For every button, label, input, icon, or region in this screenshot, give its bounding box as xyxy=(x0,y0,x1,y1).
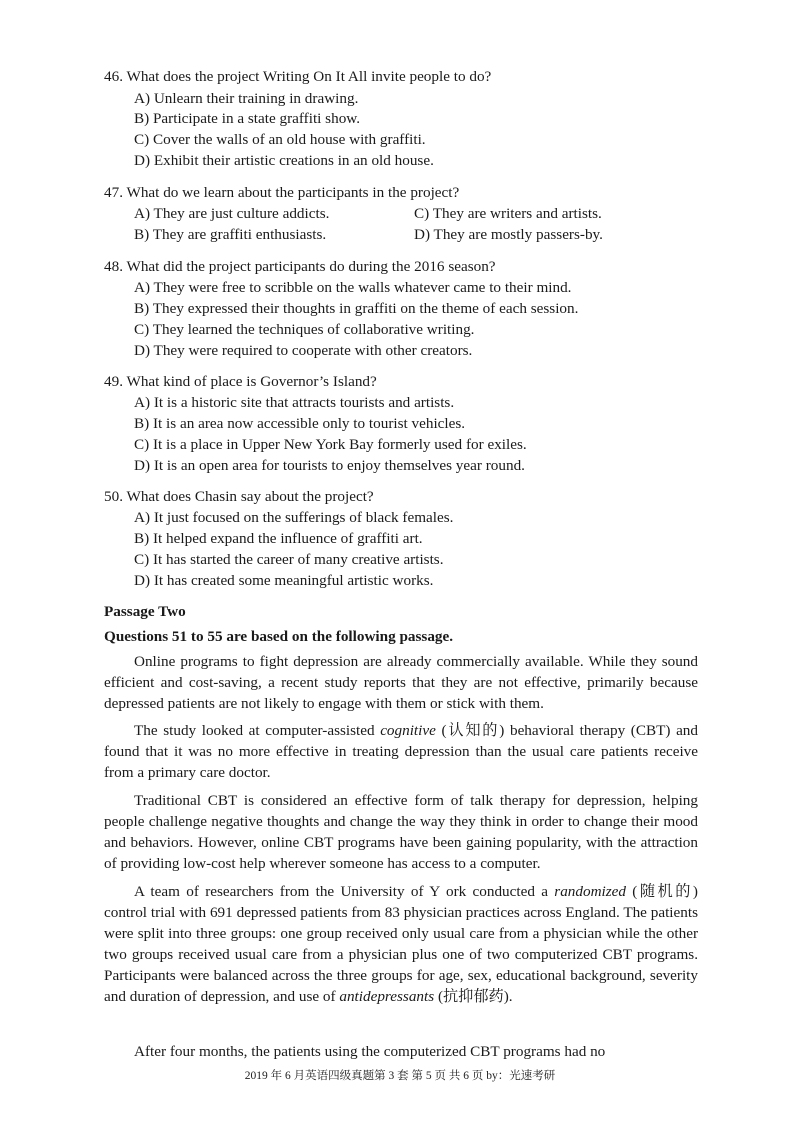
question-47-option-c: C) They are writers and artists. xyxy=(414,205,602,222)
question-50-option-b: B) It helped expand the influence of graffiti art. xyxy=(134,530,423,547)
question-50-stem: 50. What does Chasin say about the project? xyxy=(104,488,374,505)
question-50-option-c: C) It has started the career of many creative artists. xyxy=(134,551,444,568)
question-50-option-a: A) It just focused on the sufferings of black females. xyxy=(134,509,454,526)
term-randomized: randomized xyxy=(554,883,626,900)
passage-title: Passage Two xyxy=(104,603,186,620)
passage-paragraph-4-text-b: control trial with 691 depressed patients from 83 physician practices across England. The patients were split into three groups: one group received only usual care from a physician while the other two groups received usual care from a physician plus one of two computerized CBT programs. Participants were balanced across the three groups for age, sex, educational background, severity and duration of depression, and use of xyxy=(104,904,698,1005)
question-49-option-c: C) It is a place in Upper New York Bay formerly used for exiles. xyxy=(134,436,527,453)
gloss-randomized: (随机的) xyxy=(626,883,698,900)
question-48-option-b: B) They expressed their thoughts in graffiti on the theme of each session. xyxy=(134,300,579,317)
question-48-option-d: D) They were required to cooperate with other creators. xyxy=(134,342,473,359)
term-antidepressants: antidepressants xyxy=(339,988,435,1005)
passage-paragraph-5: After four months, the patients using the computerized CBT programs had no xyxy=(134,1043,606,1060)
question-49-option-d: D) It is an open area for tourists to enjoy themselves year round. xyxy=(134,457,525,474)
question-48-stem: 48. What did the project participants do during the 2016 season? xyxy=(104,258,496,275)
question-49-option-a: A) It is a historic site that attracts tourists and artists. xyxy=(134,394,455,411)
question-49-stem: 49. What kind of place is Governor’s Island? xyxy=(104,373,377,390)
question-49-option-b: B) It is an area now accessible only to tourist vehicles. xyxy=(134,415,466,432)
passage-paragraph-2-text-b: behavioral therapy (CBT) and found that it was no more effective in treating depression than the usual care patients receive from a primary care doctor. xyxy=(104,722,698,781)
question-46-stem: 46. What does the project Writing On It All invite people to do? xyxy=(104,68,492,85)
passage-paragraph-2-text-a: The study looked at computer-assisted xyxy=(134,722,381,739)
question-47-option-b: B) They are graffiti enthusiasts. xyxy=(134,226,327,243)
passage-paragraph-1: Online programs to fight depression are already commercially available. While they sound efficient and cost-saving, a recent study reports that they are not effective, primarily because depressed patients are not likely to engage with them or stick with them. xyxy=(104,653,698,712)
question-50-option-d: D) It has created some meaningful artistic works. xyxy=(134,572,434,589)
gloss-antidepressants: (抗抑郁药). xyxy=(434,988,513,1005)
question-46-option-b: B) Participate in a state graffiti show. xyxy=(134,110,361,127)
page-footer: 2019 年 6 月英语四级真题第 3 套 第 5 页 共 6 页 by：光速考研 xyxy=(244,1070,556,1082)
question-48-option-a: A) They were free to scribble on the walls whatever came to their mind. xyxy=(134,279,572,296)
question-46-option-a: A) Unlearn their training in drawing. xyxy=(134,90,359,107)
question-46-option-c: C) Cover the walls of an old house with graffiti. xyxy=(134,131,426,148)
question-48-option-c: C) They learned the techniques of collaborative writing. xyxy=(134,321,475,338)
passage-paragraph-2 xyxy=(104,720,698,783)
passage-paragraph-4 xyxy=(104,881,698,1007)
passage-paragraph-4-text-a: A team of researchers from the University of Y ork conducted a xyxy=(134,883,555,900)
question-47-option-a: A) They are just culture addicts. xyxy=(134,205,330,222)
question-47-option-d: D) They are mostly passers-by. xyxy=(414,226,603,243)
passage-intro: Questions 51 to 55 are based on the following passage. xyxy=(104,628,454,645)
passage-paragraph-3: Traditional CBT is considered an effective form of talk therapy for depression, helping people challenge negative thoughts and change the way they think in order to change their mood and behaviors. However, online CBT programs have been gaining popularity, with the attraction of providing low-cost help wherever someone has access to a computer. xyxy=(104,792,698,872)
question-46-option-d: D) Exhibit their artistic creations in an old house. xyxy=(134,152,434,169)
gloss-cognitive: (认知的) xyxy=(435,722,510,739)
question-47-stem: 47. What do we learn about the participants in the project? xyxy=(104,184,460,201)
term-cognitive: cognitive xyxy=(380,722,436,739)
